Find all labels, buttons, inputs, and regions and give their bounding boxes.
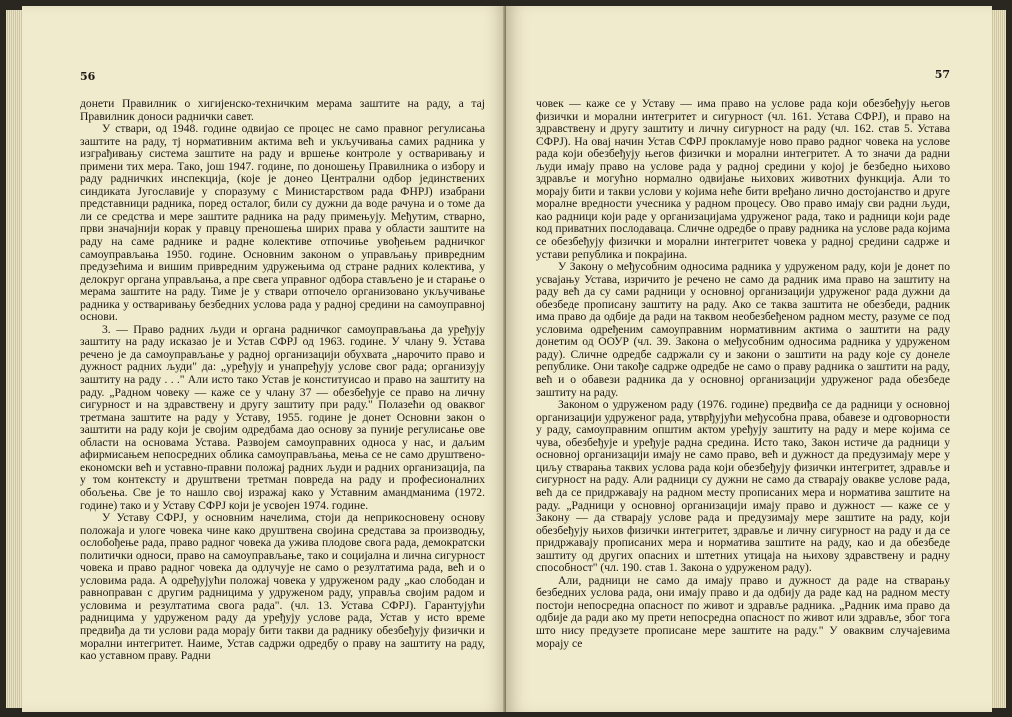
right-page-edges <box>992 10 1006 708</box>
paragraph: донети Правилник о хигијенско-техничким мерама заштите на раду, а тај Правилник доноси раднички савет. <box>80 97 485 123</box>
paragraph: Законом о удруженом раду (1976. године) предвиђа се да радници у основној организацији удруженог рада, утврђујући међусобна права, обавезе и одговорности у раду, самоуправним општим актом уређују заштиту на раду и мере којима се чува, обезбеђује и уређује радна средина. Исто тако, Закон истиче да радници у основној организацији имају не само право, већ и дужност да предузимају мере у циљу стварања таквих услова рада који обезбеђују физички интегритет, здравље и сигурност на раду. Али радници су дужни не само да стварају овакве услове рада, већ да се придржавају на радном месту прописаних мера и норматива заштите на раду. „Радници у основној организацији имају право и дужност — каже се у Закону — да стварају услове рада и предузимају мере заштите на раду, који обезбеђују њихов физички интегритет, здравље и личну сигурност на раду и да се придржавају прописаних мера и норматива заштите на раду, као и да обезбеде заштиту од других опасних и штетних утицаја на њихову здравствену и радну способност" (чл. 190. став 1. Закона о удруженом раду). <box>536 398 950 575</box>
left-page <box>22 6 506 712</box>
right-page-text <box>536 98 950 650</box>
paragraph: Али, радници не само да имају право и дужност да раде на стварању безбедних услова рада, они имају право и да одбију да раде кад на радном месту постоји непосредна опасност по живот и здравље радника. „Радник има право да одбије да ради ако му прети непосредна опасност по живот или здравље, због тога што нису предузете прописане мере заштите на раду." У оваквим случајевима морају се <box>536 573 950 650</box>
right-page <box>506 6 992 712</box>
left-page-text <box>80 98 485 663</box>
paragraph: У Уставу СФРЈ, у основним начелима, стоји да неприкосновену основу положаја и улоге човека чине како друштвена својина средстава за производњу, ослобођење рада, право радног човека да ужива плодове свога рада, демократски политички односи, право на самоуправљање, тако и социјална и лична сигурност човека и право радног човека да одлучује не само о резултатима рада, већ и о условима рада. А одређујући положај човека у удруженом раду „као слободан и равноправан с другим радницима у удруженом раду, управља својим радом и условима и резултатима свога рада". (чл. 13. Устава СФРЈ). Гарантујући радницима у удруженом раду да уређују услове рада, Устав у исто време предвиђа да ти услови рада морају бити такви да раднику обезбеђују физички и морални интегритет. Наиме, Устав садржи одредбу о праву на заштиту на раду, као уставном праву. Радни <box>80 511 485 663</box>
paragraph: У Закону о међусобним односима радника у удруженом раду, који је донет по усвајању Устава, изричито је речено не само да радник има право на заштиту на раду већ да су сами радници у основној организацији удруженог рада дужни да обезбеде прописану заштиту на раду. Ако се таква заштита не обезбеди, радник има право да одбије да ради на таквом необезбеђеном радном месту, разуме се под условима одређеним самоуправним нормативним актима о заштити на раду донетим од ООУР (чл. 39. Закона о међусобним односима радника у удруженом раду). Сличне одредбе садржали су и закони о заштити на раду које су донеле републике. Они такође садрже одредбе не само о праву радника о заштити на раду, већ и о обавези радника да у основној организацији удруженог рада обезбеде заштиту на раду. <box>536 260 950 399</box>
paragraph: У ствари, од 1948. године одвијао се процес не само правног регулисања заштите на раду, тј нормативним актима већ и укључивања самих радника у изграђивању система заштите на раду и вршење контроле у остваривању и примени тих мера. Тако, још 1947. године, по доношењу Правилника о избору и раду радничких инспекција, (које је донео Централни одбор јединствених синдиката Југославије у споразуму с Министарством рада ФНРЈ) изабрани представници радника, поред осталог, били су дужни да воде рачуна и о томе да ли се средства и мере заштите радника на раду примењују. Међутим, стварно, први значајнији корак у правцу преношења ширих права у области заштите на раду на саме раднике и радне колективе отпочиње увођењем радничког самоуправљања 1950. године. Основним законом о управљању привредним предузећима и вишим привредним удружењима од стране радних колектива, у делокруг органа управљања, а пре свега управног одбора стављено је и старање о мерама заштите на раду. Тиме је у ствари отпочело организовано укључивање радника у остваривању безбедних услова рада у радној средини на самоуправној основи. <box>80 122 485 324</box>
paragraph: човек — каже се у Уставу — има право на услове рада који обезбеђују његов физички и морални интегритет и сигурност (чл. 161. Устава СФРЈ), и право на здравствену и другу заштиту и личну сигурност на раду (чл. 162. став 5. Устава СФРЈ). На овај начин Устав СФРЈ прокламује ново право радног човека на услове рада који обезбеђују његов физички и морални интегритет. А то значи да радни људи имају право на услове рада у радној средини у којој је безбедно њихово здравље и могућно нормално одвијање њихових животних функција. Али то морају бити и такви услови у којима неће бити вређано лично достојанство и друге моралне вредности учесника у радном процесу. Ово право имају сви радни људи, као радници који раде у организацијама удруженог рада, тако и радници који раде код приватних послодаваца. Сличне одредбе о праву радника на услове рада којима се обезбеђују физички и морални интегритет човека у радној средини садрже и устави република и покрајина. <box>536 97 950 261</box>
left-page-edges <box>6 10 22 708</box>
right-page-number: 57 <box>934 68 950 81</box>
paragraph: 3. — Право радних људи и органа радничког самоуправљања да уређују заштиту на раду исказао је и Устав СФРЈ од 1963. године. У члану 9. Устава речено је да самоуправљање у радној организацији обухвата „нарочито право и дужност радних људи" да: „уређују и унапређују услове свог рада; организују заштиту на раду . . ." Али исто тако Устав је конституисао и право на заштиту на раду. „Радном човеку — каже се у члану 37 — обезбеђује се право на личну сигурност и на здравствену и другу заштиту при раду." Полазећи од оваквог третмана заштите на раду у Уставу, 1955. године је донет Основни закон о заштити на раду који је својим одредбама дао основу за пуније регулисање ове области на основама Устава. Развојем самоуправних односа у нас, и даљим афирмисањем непосредних облика самоуправљања, мења се не само друштвено-економски већ и уставно-правни положај радних људи и радних организација, па у том контексту и друштвени третман повреда на раду и професионалних обољења. Све је то нашло свој изражај како у Уставним амандманима (1972. године) тако и у Уставу СФРЈ који је усвојен 1974. године. <box>80 322 485 512</box>
left-page-number: 56 <box>80 70 96 83</box>
